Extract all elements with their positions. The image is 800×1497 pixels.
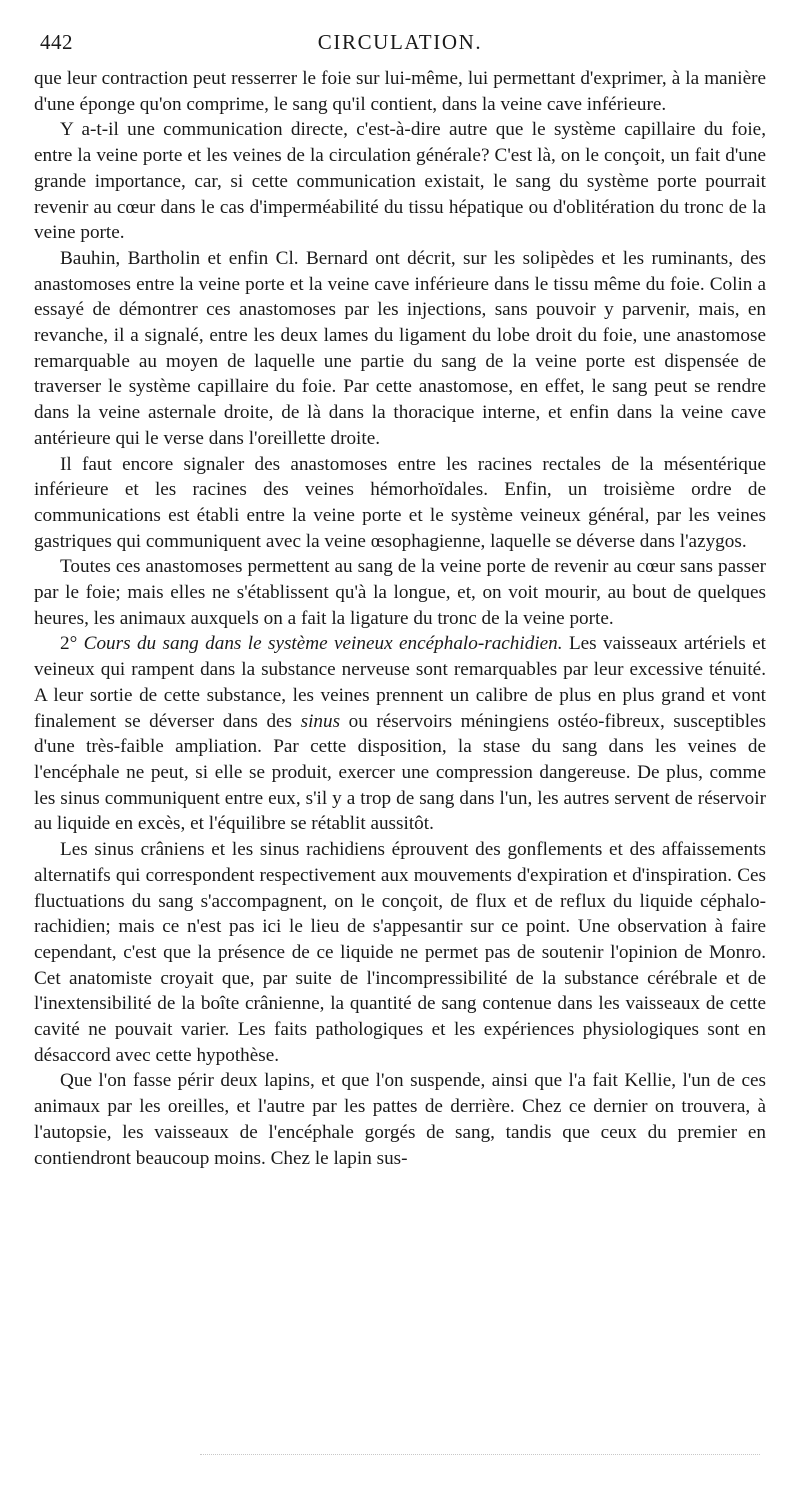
- scan-noise-line: [200, 1454, 760, 1456]
- paragraph-4: Il faut encore signaler des anastomoses entre les racines rectales de la mésentérique inférieure et les racines des veines hémorhoïdales. Enfin, un troisième ordre de communications est établi entre la veine porte et le système veineux général, par les veines gastriques qui communiquent avec la veine œsophagienne, laquelle se déverse dans l'azygos.: [34, 453, 766, 552]
- paragraph-7: Les sinus crâniens et les sinus rachidiens éprouvent des gonflements et des affaissements alternatifs qui correspondent respectivement aux mouvements d'expiration et d'inspiration. Ces fluctuations du sang s'accompagnent, on le conçoit, de flux et de reflux du liquide céphalo-rachidien; mais ce n'est pas ici le lieu de s'appesantir sur ce point. Une observation à faire cependant, c'est que la présence de ce liquide ne permet pas de soutenir l'opinion de Monro. Cet anatomiste croyait que, par suite de l'incompressibilité de la substance cérébrale et de l'inextensibilité de la boîte crânienne, la quantité de sang contenue dans les vaisseaux de cette cavité ne pouvait varier. Les faits pathologiques et les expériences physiologiques sont en désaccord avec cette hypothèse.: [34, 839, 766, 1066]
- section-text: Les vaisseaux artériels et veineux qui rampent dans la substance nerveuse sont remarquables par leur excessive ténuité. A leur sortie de cette substance, les veines prennent un calibre de plus en plus grand et vont finalement se déverser dans des: [34, 633, 766, 732]
- paragraph-1: que leur contraction peut resserrer le foie sur lui-même, lui permettant d'exprimer, à la manière d'une éponge qu'on comprime, le sang qu'il contient, dans la veine cave inférieure.: [34, 68, 766, 115]
- page-header: [34, 26, 766, 60]
- italic-term: sinus: [300, 710, 341, 732]
- section-number: 2°: [60, 633, 78, 655]
- section-heading: Cours du sang dans le système veineux encéphalo-rachidien.: [83, 633, 563, 655]
- running-title: CIRCULATION.: [317, 30, 483, 54]
- section-text-end: ou réservoirs méningiens ostéo-fibreux, susceptibles d'une très-faible ampliation. Par cette disposition, la stase du sang dans les veines de l'encéphale ne peut, si elle se produit, exercer une compression dangereuse. De plus, comme les sinus communiquent entre eux, s'il y a trop de sang dans l'un, les autres servent de réservoir au liquide en excès, et l'équilibre se rétablit aussitôt.: [34, 710, 767, 835]
- page-number: 442: [40, 30, 73, 54]
- paragraph-2: Y a-t-il une communication directe, c'est-à-dire autre que le système capillaire du foie, entre la veine porte et les veines de la circulation générale? C'est là, on le conçoit, un fait d'une grande importance, car, si cette communication existait, le sang du système porte pourrait revenir au cœur dans le cas d'imperméabilité du tissu hépatique ou d'oblitération du tronc de la veine porte.: [34, 119, 766, 244]
- paragraph-5: Toutes ces anastomoses permettent au sang de la veine porte de revenir au cœur sans passer par le foie; mais elles ne s'établissent qu'à la longue, et, on voit mourir, au bout de quelques heures, les animaux auxquels on a fait la ligature du tronc de la veine porte.: [34, 556, 766, 629]
- body-text: [34, 66, 766, 1171]
- paragraph-8: Que l'on fasse périr deux lapins, et que l'on suspende, ainsi que l'a fait Kellie, l'un de ces animaux par les oreilles, et l'autre par les pattes de derrière. Chez ce dernier on trouvera, à l'autopsie, les vaisseaux de l'encéphale gorgés de sang, tandis que ceux du premier en contiendront beaucoup moins. Chez le lapin sus-: [34, 1070, 766, 1169]
- paragraph-3: Bauhin, Bartholin et enfin Cl. Bernard ont décrit, sur les solipèdes et les ruminants, des anastomoses entre la veine porte et la veine cave inférieure dans le tissu même du foie. Colin a essayé de démontrer ces anastomoses par les injections, sans pouvoir y parvenir, mais, en revanche, il a signalé, entre les deux lames du ligament du lobe droit du foie, une anastomose remarquable au moyen de laquelle une partie du sang de la veine porte est dispensée de traverser le système capillaire du foie. Par cette anastomose, en effet, le sang peut se rendre dans la veine asternale droite, de là dans la thoracique interne, et enfin dans la veine cave antérieure qui le verse dans l'oreillette droite.: [34, 247, 766, 449]
- paragraph-6: [34, 631, 766, 837]
